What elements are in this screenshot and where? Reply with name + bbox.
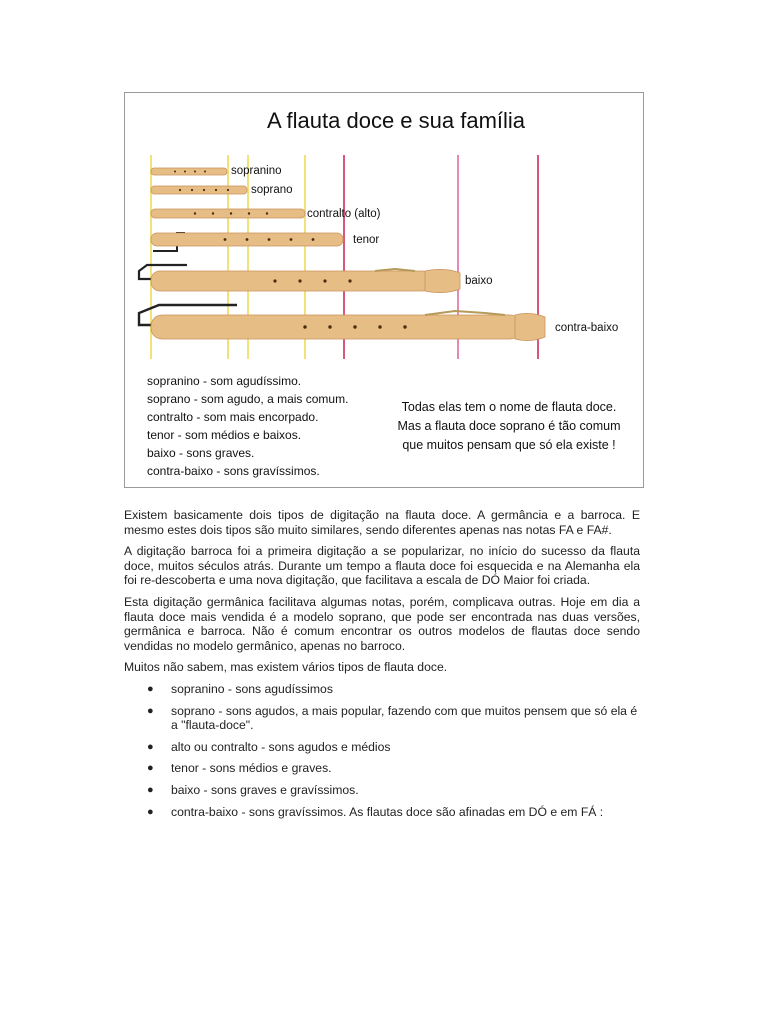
contralto-flute: [151, 209, 305, 218]
note-line: que muitos pensam que só ela existe !: [402, 438, 616, 452]
paragraph: Muitos não sabem, mas existem vários tipos de flauta doce.: [124, 660, 448, 675]
document-body: [124, 508, 640, 826]
list-item: [124, 761, 640, 776]
baixo-flute: [139, 265, 460, 293]
list-item: [124, 805, 640, 820]
list-item-text: soprano - sons agudos, a mais popular, fazendo com que muitos pensem que só ela é a "flauta-doce".: [171, 703, 638, 733]
flute-types-list: [124, 682, 640, 819]
figure-note: [397, 400, 620, 452]
note-line: Todas elas tem o nome de flauta doce.: [401, 400, 617, 414]
figure-title: A flauta doce e sua família: [266, 108, 526, 133]
legend-line: sopranino - som agudíssimo.: [147, 374, 302, 388]
paragraph: Esta digitação germânica facilitava algumas notas, porém, complicava outras. Hoje em dia a flauta doce mais vendida é a modelo soprano, que pode ser encontrada nas duas versões, germânica e barroca. Não é comum encontrar os outros modelos de flautas doce sendo vendidas no modelo germânico, apenas no barroco.: [124, 594, 640, 653]
legend-line: baixo - sons graves.: [147, 446, 255, 460]
list-item: [124, 704, 640, 733]
contrabaixo-flute: [139, 305, 545, 341]
flute-label-contrabaixo: contra-baixo: [555, 322, 619, 334]
flute-label-contralto: contralto (alto): [307, 208, 381, 220]
legend-line: soprano - som agudo, a mais comum.: [147, 392, 349, 406]
flute-label-sopranino: sopranino: [231, 165, 282, 177]
bullet-icon: ●: [147, 682, 154, 695]
list-item-text: tenor - sons médios e graves.: [171, 761, 332, 776]
legend-line: tenor - som médios e baixos.: [147, 428, 302, 442]
list-item: [124, 740, 640, 755]
soprano-flute: [151, 186, 247, 194]
list-item: [124, 783, 640, 798]
flute-label-tenor: tenor: [353, 234, 380, 246]
flute-label-baixo: baixo: [465, 275, 493, 287]
list-item-text: sopranino - sons agudíssimos: [171, 681, 333, 696]
bullet-icon: ●: [147, 783, 154, 796]
list-item: [124, 682, 640, 697]
legend-line: contralto - som mais encorpado.: [147, 410, 319, 424]
list-item-text: baixo - sons graves e gravíssimos.: [171, 782, 359, 797]
paragraph: A digitação barroca foi a primeira digitação a se popularizar, no início do sucesso da flauta doce, muitos séculos atrás. Durante um tempo a flauta doce foi esquecida e na Alemanha ela foi re-descoberta e uma nova digitação, que facilitava a escala de DÓ Maior foi criada.: [124, 544, 640, 588]
list-item-text: alto ou contralto - sons agudos e médios: [171, 739, 391, 754]
legend-line: contra-baixo - sons gravíssimos.: [147, 464, 320, 478]
list-item-text: contra-baixo - sons gravíssimos. As flautas doce são afinadas em DÓ e em FÁ :: [171, 804, 604, 819]
note-line: Mas a flauta doce soprano é tão comum: [397, 419, 621, 433]
bullet-icon: ●: [147, 762, 154, 775]
flute-label-soprano: soprano: [251, 184, 293, 196]
bullet-icon: ●: [147, 740, 154, 753]
flute-family-illustration: [125, 93, 644, 488]
bullet-icon: ●: [147, 704, 154, 717]
flute-family-figure: [124, 92, 644, 488]
sopranino-flute: [151, 168, 227, 175]
bullet-icon: ●: [147, 805, 154, 818]
paragraph: Existem basicamente dois tipos de digitação na flauta doce. A germância e a barroca. E mesmo estes dois tipos são muito similares, sendo diferentes apenas nas notas FA e FA#.: [124, 508, 640, 537]
flute-legend: [147, 374, 348, 478]
